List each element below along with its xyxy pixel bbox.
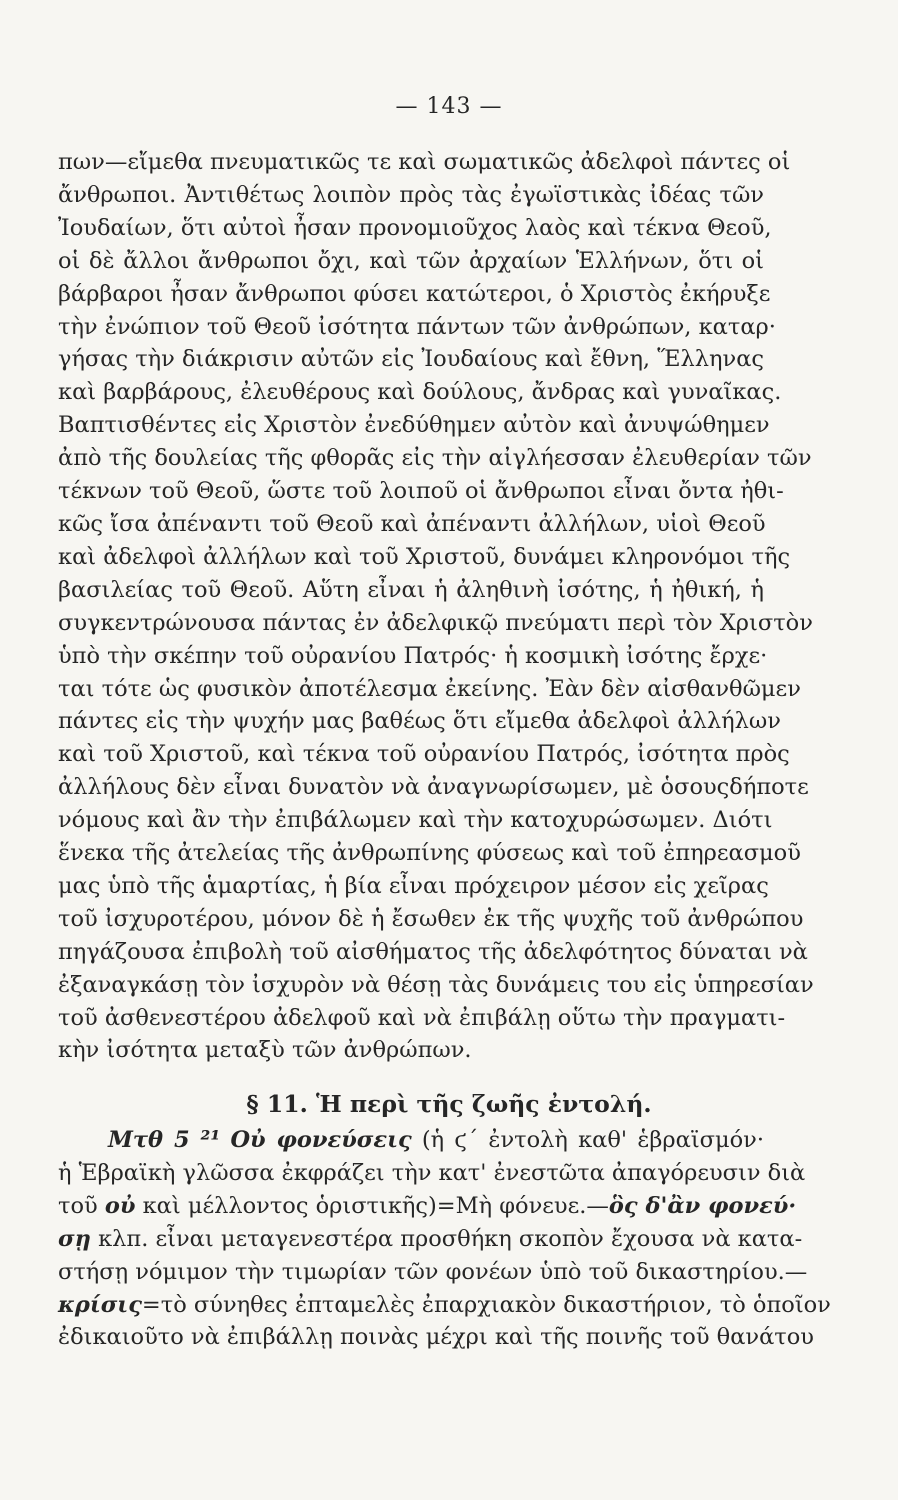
text-line: Ἰουδαίων, ὅτι αὐτοὶ ἦσαν προνομιοῦχος λαὸς καὶ τέκνα Θεοῦ, (58, 214, 772, 241)
text-line: τὴν ἐνώπιον τοῦ Θεοῦ ἰσότητα πάντων τῶν ἀνθρώπων, καταρ· (58, 313, 776, 340)
text-line: κῶς ἴσα ἀπέναντι τοῦ Θεοῦ καὶ ἀπέναντι ἀλλήλων, υἱοὶ Θεοῦ (58, 510, 766, 537)
text-line: μας ὑπὸ τῆς ἁμαρτίας, ἡ βία εἶναι πρόχειρον μέσον εἰς χεῖρας (58, 872, 769, 899)
greek-term: οὐ (104, 1192, 136, 1219)
text-line: ται τότε ὡς φυσικὸν ἀποτέλεσμα ἐκείνης. Ἐὰν δὲν αἰσθανθῶμεν (58, 675, 801, 702)
text-line: βασιλείας τοῦ Θεοῦ. Αὕτη εἶναι ἡ ἀληθινὴ ἰσότης, ἡ ἠθική, ἡ (58, 576, 764, 603)
text-line (58, 1190, 797, 1223)
text-line: καὶ τοῦ Χριστοῦ, καὶ τέκνα τοῦ οὐρανίου Πατρός, ἰσότητα πρὸς (58, 741, 790, 768)
line-text: κλπ. εἶναι μεταγενεστέρα προσθήκη σκοπὸν ἔχουσα νὰ κατα- (90, 1225, 803, 1252)
text-line: πων—εἴμεθα πνευματικῶς τε καὶ σωματικῶς ἀδελφοὶ πάντες οἱ (58, 149, 791, 175)
text-line: ἀπὸ τῆς δουλείας τῆς φθορᾶς εἰς τὴν αἰγλήεσσαν ἐλευθερίαν τῶν (58, 445, 812, 472)
line-text: (ἡ ϛ΄ ἐντολὴ καθ' ἑβραϊσμόν· (411, 1127, 765, 1153)
text-line: πάντες εἰς τὴν ψυχήν μας βαθέως ὅτι εἴμεθα ἀδελφοὶ ἀλλήλων (58, 708, 781, 735)
section-text (58, 1124, 831, 1354)
text-line: νόμους καὶ ἂν τὴν ἐπιβάλωμεν καὶ τὴν κατοχυρώσωμεν. Διότι (58, 807, 773, 834)
text-line: ἡ Ἑβραϊκὴ γλῶσσα ἐκφράζει τὴν κατ' ἐνεστῶτα ἀπαγόρευσιν διὰ (58, 1159, 806, 1186)
text-line: καὶ ἀδελφοὶ ἀλλήλων καὶ τοῦ Χριστοῦ, δυνάμει κληρονόμοι τῆς (58, 543, 791, 570)
text-line: ὑπὸ τὴν σκέπην τοῦ οὐρανίου Πατρός· ἡ κοσμικὴ ἰσότης ἔρχε· (58, 642, 768, 669)
text-line: στήσῃ νόμιμον τὴν τιμωρίαν τῶν φονέων ὑπὸ τοῦ δικαστηρίου.— (58, 1258, 808, 1285)
text-line: γήσας τὴν διάκρισιν αὐτῶν εἰς Ἰουδαίους καὶ ἔθνη, Ἕλληνας (58, 346, 764, 373)
line-text: καὶ μέλλοντος ὁριστικῆς)=Μὴ φόνευε.— (135, 1192, 609, 1219)
line-text: τοῦ (58, 1192, 105, 1219)
scripture-reference: Μτθ 5 ²¹ (108, 1127, 221, 1153)
text-line: πηγάζουσα ἐπιβολὴ τοῦ αἰσθήματος τῆς ἀδελφότητος δύναται νὰ (58, 938, 808, 965)
text-line (58, 1289, 831, 1322)
text-line: κὴν ἰσότητα μεταξὺ τῶν ἀνθρώπων. (58, 1037, 472, 1064)
text-line: ἐδικαιοῦτο νὰ ἐπιβάλλῃ ποινὰς μέχρι καὶ τῆς ποινῆς τοῦ θανάτου (58, 1324, 814, 1351)
text-line: καὶ βαρβάρους, ἐλευθέρους καὶ δούλους, ἄνδρας καὶ γυναῖκας. (58, 379, 782, 406)
text-line: ἐξαναγκάσῃ τὸν ἰσχυρὸν νὰ θέσῃ τὰς δυνάμεις του εἰς ὑπηρεσίαν (58, 971, 814, 998)
text-line: ἀλλήλους δὲν εἶναι δυνατὸν νὰ ἀναγνωρίσωμεν, μὲ ὁσουςδήποτε (58, 774, 809, 801)
text-line: τέκνων τοῦ Θεοῦ, ὥστε τοῦ λοιποῦ οἱ ἄνθρωποι εἶναι ὄντα ἠθι- (58, 478, 784, 505)
text-line: οἱ δὲ ἄλλοι ἄνθρωποι ὄχι, καὶ τῶν ἀρχαίων Ἑλλήνων, ὅτι οἱ (58, 247, 764, 274)
text-line: βάρβαροι ἦσαν ἄνθρωποι φύσει κατώτεροι, ὁ Χριστὸς ἐκήρυξε (58, 280, 771, 307)
line-text: =τὸ σύνηθες ἐπταμελὲς ἐπαρχιακὸν δικαστήριον, τὸ ὁποῖον (141, 1291, 831, 1318)
greek-term: σῃ (58, 1225, 91, 1252)
greek-term: ὃς δ'ἂν φονεύ· (608, 1192, 797, 1219)
text-line: συγκεντρώνουσα πάντας ἐν ἀδελφικῷ πνεύματι περὶ τὸν Χριστὸν (58, 609, 813, 636)
section-heading: § 11. Ἡ περὶ τῆς ζωῆς ἐντολή. (246, 1090, 652, 1118)
text-line (58, 1124, 764, 1157)
text-line: τοῦ ἰσχυροτέρου, μόνον δὲ ἡ ἔσωθεν ἐκ τῆς ψυχῆς τοῦ ἀνθρώπου (58, 905, 804, 932)
text-line: τοῦ ἀσθενεστέρου ἀδελφοῦ καὶ νὰ ἐπιβάλῃ οὕτω τὴν πραγματι- (58, 1004, 786, 1031)
page-number: — 143 — (395, 94, 503, 119)
body-text (58, 146, 814, 1067)
commandment-quote: Οὐ φονεύσεις (230, 1127, 412, 1153)
text-line (58, 1223, 803, 1256)
greek-term: κρίσις (58, 1291, 142, 1318)
text-line: ἄνθρωποι. Ἀντιθέτως λοιπὸν πρὸς τὰς ἐγωϊστικὰς ἰδέας τῶν (58, 181, 764, 208)
text-line: Βαπτισθέντες εἰς Χριστὸν ἐνεδύθημεν αὐτὸν καὶ ἀνυψώθημεν (58, 412, 770, 439)
text-line: ἕνεκα τῆς ἀτελείας τῆς ἀνθρωπίνης φύσεως καὶ τοῦ ἐπηρεασμοῦ (58, 840, 801, 867)
